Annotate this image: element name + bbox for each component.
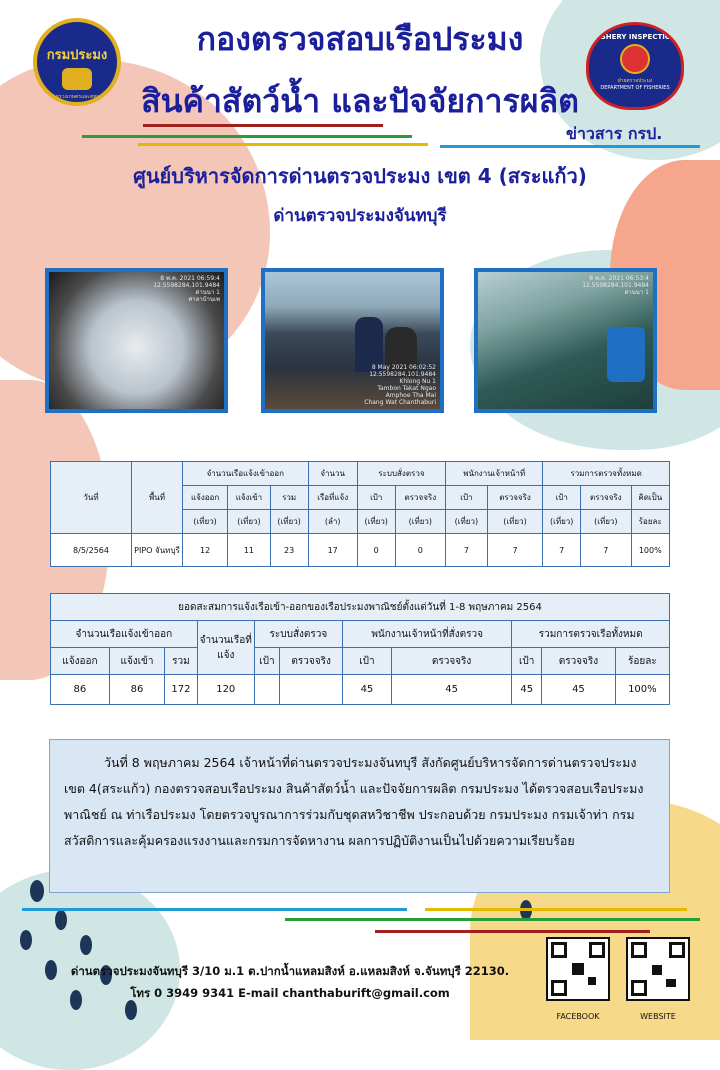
- news-body: [49, 739, 670, 893]
- cell-total-actual: 7: [581, 534, 631, 567]
- col-total-target: เป้า: [512, 648, 542, 675]
- facebook-label: FACEBOOK: [556, 1012, 600, 1021]
- cell-total-target: 45: [512, 675, 542, 705]
- footer-address: ด่านตรวจประมงจันทบุรี 3/10 ม.1 ต.ปากน้ำแหลมสิงห์ อ.แหลมสิงห์ จ.จันทบุรี 22130.: [70, 964, 510, 978]
- cell-sys-actual: 0: [395, 534, 445, 567]
- cell-date: 8/5/2564: [51, 534, 132, 567]
- col-in: แจ้งเข้า: [228, 486, 270, 510]
- title-line-2: สินค้าสัตว์น้ำ และปัจจัยการผลิต: [141, 82, 579, 120]
- unit-trip: (เที่ยว): [357, 510, 395, 534]
- col-sys-target: เป้า: [357, 486, 395, 510]
- col-total-actual: ตรวจจริง: [542, 648, 616, 675]
- col-group-sys: ระบบสั่งตรวจ: [357, 462, 445, 486]
- website-qr-icon[interactable]: [626, 937, 690, 1001]
- cell-boats: 17: [308, 534, 357, 567]
- cell-total-actual: 45: [542, 675, 616, 705]
- cell-sum: 23: [270, 534, 308, 567]
- cell-sys-target: 0: [357, 534, 395, 567]
- col-sum: รวม: [165, 648, 198, 675]
- col-total-target: เป้า: [543, 486, 581, 510]
- unit-trip: (เที่ยว): [446, 510, 488, 534]
- unit-trip: (เที่ยว): [581, 510, 631, 534]
- col-staff-target: เป้า: [343, 648, 392, 675]
- divider-green-top: [82, 135, 412, 138]
- col-pct: คิดเป็น: [631, 486, 669, 510]
- cumulative-inspection-table: [50, 593, 670, 705]
- divider-yellow-bottom: [425, 908, 687, 911]
- bg-dot-1: [30, 880, 44, 902]
- logo-subtext: กระทรวงเกษตรและสหกรณ์: [47, 94, 107, 100]
- photo-fishing-nets: [474, 268, 657, 413]
- photo-timestamp: 8 พ.ค. 2021 06:59:4 12.5598284,101.9484 ด่านนา 1 ศาลาบ้านเพ: [153, 275, 220, 303]
- unit-trip: (เที่ยว): [228, 510, 270, 534]
- divider-blue-top: [440, 145, 700, 148]
- divider-yellow-top: [138, 143, 428, 146]
- cell-sys-target: [254, 675, 279, 705]
- divider-red-top: [143, 124, 383, 127]
- divider-green-bottom: [285, 918, 700, 921]
- divider-blue-bottom: [22, 908, 407, 911]
- col-out: แจ้งออก: [51, 648, 110, 675]
- bg-dot-2: [55, 910, 67, 930]
- col-staff-actual: ตรวจจริง: [487, 486, 543, 510]
- unit-trip: (เที่ยว): [395, 510, 445, 534]
- col-staff-target: เป้า: [446, 486, 488, 510]
- cell-total-target: 7: [543, 534, 581, 567]
- col-sys-target: เป้า: [254, 648, 279, 675]
- col-group-total: รวมการตรวจเรือทั้งหมด: [512, 621, 670, 648]
- cell-in: 11: [228, 534, 270, 567]
- unit-trip: (เที่ยว): [543, 510, 581, 534]
- photo-timestamp: 8 May 2021 06:02:52 12.5598284,101.9484 Khlong Nu 1 Tambon Takat Ngao Amphoe Tha Mai Chang Wat Chanthaburi: [364, 364, 436, 406]
- col-sum: รวม: [270, 486, 308, 510]
- cell-staff-target: 45: [343, 675, 392, 705]
- cell-pct: 100%: [631, 534, 669, 567]
- photo-inspection-officers: [261, 268, 444, 413]
- table-row: [51, 675, 670, 705]
- col-group-report: จำนวนเรือแจ้งเข้าออก: [183, 462, 309, 486]
- unit-trip: (เที่ยว): [183, 510, 228, 534]
- bg-dot-8: [125, 1000, 137, 1020]
- bg-dot-4: [80, 935, 92, 955]
- news-tag: ข่าวสาร กรป.: [566, 124, 663, 143]
- logo-mid-text: ฝ่ายตรวจประมง: [617, 78, 653, 84]
- unit-boat: (ลำ): [308, 510, 357, 534]
- unit-trip: (เที่ยว): [270, 510, 308, 534]
- cell-out: 12: [183, 534, 228, 567]
- col-area: พื้นที่: [132, 462, 183, 534]
- col-staff-actual: ตรวจจริง: [391, 648, 511, 675]
- unit-trip: (เที่ยว): [487, 510, 543, 534]
- logo-bottom-text: DEPARTMENT OF FISHERIES: [600, 85, 670, 91]
- cell-staff-actual: 7: [487, 534, 543, 567]
- cell-pct: 100%: [615, 675, 669, 705]
- table2-title: ยอดสะสมการแจ้งเรือเข้า-ออกของเรือประมงพาณิชย์ตั้งแต่วันที่ 1-8 พฤษภาคม 2564: [51, 594, 670, 621]
- col-total-actual: ตรวจจริง: [581, 486, 631, 510]
- cell-area: PIPO จันทบุรี: [132, 534, 183, 567]
- col-boats: เรือที่แจ้ง: [308, 486, 357, 510]
- col-date: วันที่: [51, 462, 132, 534]
- cell-staff-target: 7: [446, 534, 488, 567]
- website-label: WEBSITE: [640, 1012, 676, 1021]
- cell-staff-actual: 45: [391, 675, 511, 705]
- subtitle-2: ด่านตรวจประมงจันทบุรี: [273, 206, 447, 226]
- news-paragraph: วันที่ 8 พฤษภาคม 2564 เจ้าหน้าที่ด่านตรวจประมงจันทบุรี สังกัดศูนย์บริหารจัดการด่านตรวจประมงเขต 4(สระแก้ว) กองตรวจสอบเรือประมง สินค้าสัตว์น้ำ และปัจจัยการผลิต กรมประมง ได้ตรวจสอบเรือประมงพาณิชย์ ณ ท่าเรือประมง โดยตรวจบูรณาการร่วมกับชุดสหวิชาชีพ ประกอบด้วย กรมประมง กรมเจ้าท่า กรมสวัสดิการและคุ้มครองแรงงานและกรมการจัดหางาน ผลการปฏิบัติงานเป็นไปด้วยความเรียบร้อย: [64, 755, 644, 848]
- col-group-total: รวมการตรวจทั้งหมด: [543, 462, 670, 486]
- divider-red-bottom: [375, 930, 650, 933]
- cell-sys-actual: [280, 675, 343, 705]
- col-count: จำนวน: [308, 462, 357, 486]
- cell-out: 86: [51, 675, 110, 705]
- photo-timestamp: 8 พ.ค. 2021 06:53:4 12.5598284,101.9484 ด่านนา 1: [582, 275, 649, 296]
- unit-pct: ร้อยละ: [631, 510, 669, 534]
- col-sys-actual: ตรวจจริง: [280, 648, 343, 675]
- logo-text: กรมประมง: [46, 48, 108, 63]
- table-row: [51, 534, 670, 567]
- blue-barrel-icon: [607, 327, 645, 382]
- photo-anchovy-catch: [45, 268, 228, 413]
- col-in: แจ้งเข้า: [109, 648, 164, 675]
- logo-top-text: FISHERY INSPECTION: [593, 33, 677, 41]
- cell-sum: 172: [165, 675, 198, 705]
- col-pct: ร้อยละ: [615, 648, 669, 675]
- col-sys-actual: ตรวจจริง: [395, 486, 445, 510]
- title-line-1: กองตรวจสอบเรือประมง: [196, 20, 524, 58]
- facebook-qr-icon[interactable]: [546, 937, 610, 1001]
- col-group-staff: พนักงานเจ้าหน้าที่สั่งตรวจ: [343, 621, 512, 648]
- daily-inspection-table: [50, 461, 670, 567]
- subtitle: ศูนย์บริหารจัดการด่านตรวจประมง เขต 4 (สระแก้ว): [133, 164, 587, 188]
- col-boats: จำนวนเรือที่แจ้ง: [197, 621, 254, 675]
- col-group-sys: ระบบสั่งตรวจ: [254, 621, 342, 648]
- col-group-report: จำนวนเรือแจ้งเข้าออก: [51, 621, 198, 648]
- col-group-staff: พนักงานเจ้าหน้าที่: [446, 462, 543, 486]
- cell-in: 86: [109, 675, 164, 705]
- col-out: แจ้งออก: [183, 486, 228, 510]
- footer-contact: โทร 0 3949 9341 E-mail chanthaburift@gmail.com: [130, 986, 450, 1000]
- bg-dot-3: [20, 930, 32, 950]
- cell-boats: 120: [197, 675, 254, 705]
